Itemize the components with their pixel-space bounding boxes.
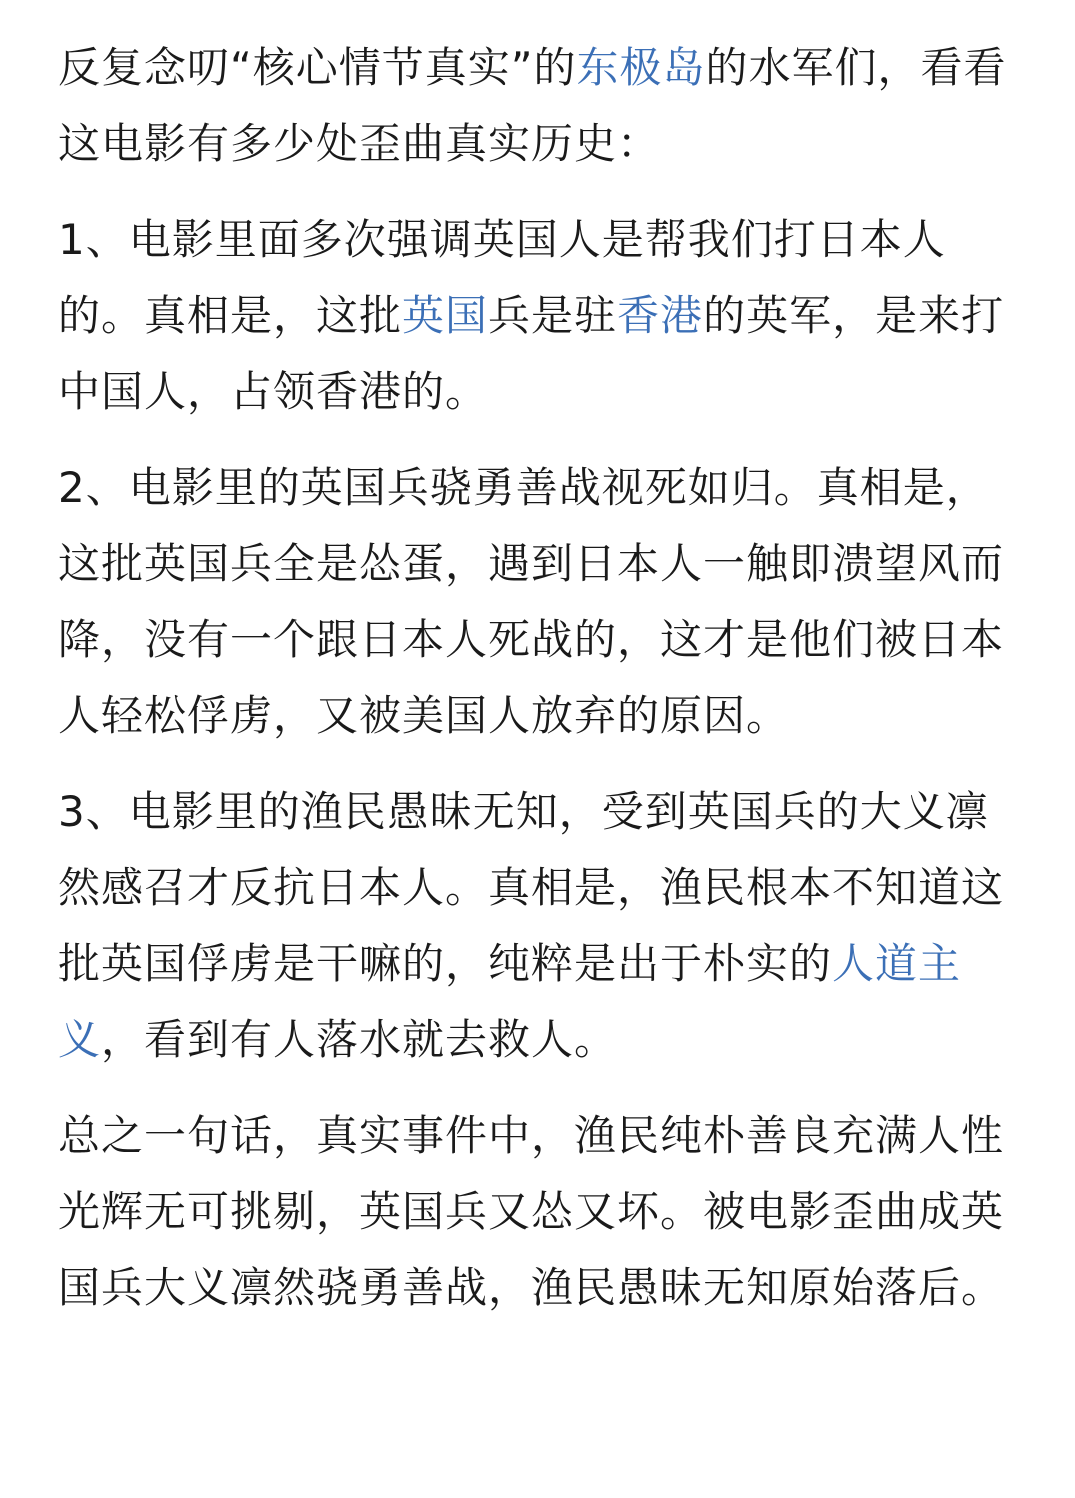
link-britain[interactable]: 英国	[402, 291, 489, 340]
summary-text-1: 总之一句话，真实事件中，渔民纯朴善良充满人性光辉无可挑剔，英国兵又怂又坏。被电影歪曲成英国兵大义凛然骁勇善战，渔民愚昧无知原始落后。	[58, 1111, 1005, 1312]
paragraph-summary	[58, 1098, 1028, 1326]
point1-text-3: 的英军，是来打中国人，占领香港的。	[58, 291, 1005, 416]
intro-text-1: 反复念叨“核心情节真实”的	[58, 43, 577, 92]
point3-text-1: 3、电影里的渔民愚昧无知，受到英国兵的大义凛然感召才反抗日本人。真相是，渔民根本不知道这批英国俘虏是干嘛的，纯粹是出于朴实的	[58, 787, 1005, 988]
point2-text-1: 2、电影里的英国兵骁勇善战视死如归。真相是，这批英国兵全是怂蛋，遇到日本人一触即溃望风而降，没有一个跟日本人死战的，这才是他们被日本人轻松俘虏，又被美国人放弃的原因。	[58, 463, 1005, 740]
link-humanitarianism[interactable]: 人道主义	[58, 939, 962, 1064]
point1-text-2: 兵是驻	[488, 291, 618, 340]
point3-text-2: ，看到有人落水就去救人。	[101, 1015, 618, 1064]
link-dongji-island[interactable]: 东极岛	[576, 43, 706, 92]
intro-text-2: 的水军们，看看这电影有多少处歪曲真实历史：	[58, 43, 1007, 168]
link-hong-kong[interactable]: 香港	[617, 291, 704, 340]
paragraph-intro	[58, 30, 1028, 182]
paragraph-point-1	[58, 202, 1028, 430]
point1-text-1: 1、电影里面多次强调英国人是帮我们打日本人的。真相是，这批	[58, 215, 946, 340]
post-body	[58, 30, 1028, 1326]
paragraph-point-3	[58, 774, 1028, 1078]
paragraph-point-2	[58, 450, 1028, 754]
